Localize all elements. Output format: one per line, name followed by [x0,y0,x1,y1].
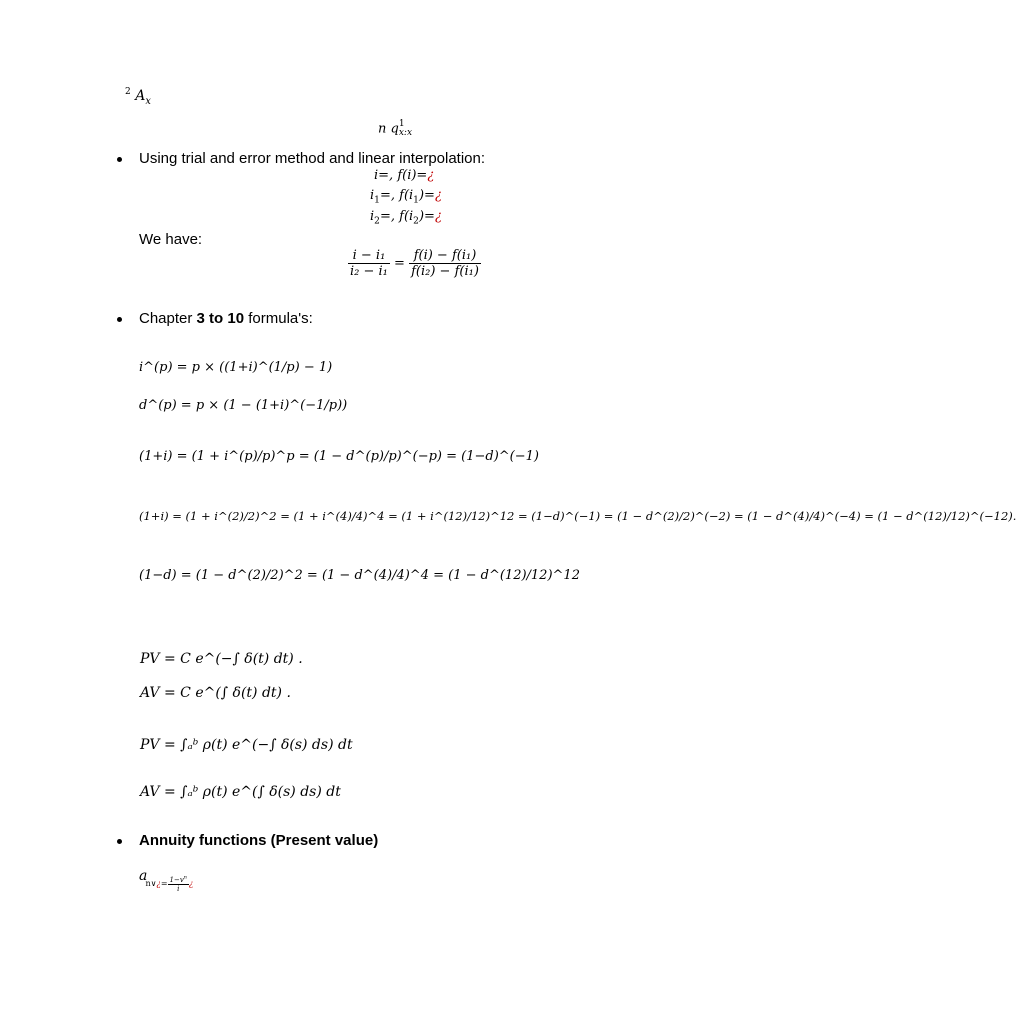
interpolation-formula: $\frac{\text{i − i₁}}{\text{i₂ − i₁}}$ = $\frac{\text{f(i) − f(i₁)}}{\text{f(i₂) − f(i₁)}}$ [350,248,479,279]
formula-d-p: d^(p) = p × (1 − (1+i)^(−1/p)) [139,398,348,413]
equation-i2: $i_2=$, $f(i_2)=¿$ [370,209,442,227]
section-heading-chapter: Chapter 3 to 10 formula's: [139,310,313,327]
equation-i1: $i_1=$, $f(i_1)=¿$ [370,188,442,206]
formula-pv-integral: PV = ∫ₐᵇ ρ(t) e^(−∫ δ(s) ds) dt [140,737,353,753]
actuarial-symbol-a: $^2$ $A_x$ [125,87,151,107]
annuity-formula: a $_{n\vee¿= \frac{1-v^n}{i} ¿}$ [139,868,194,893]
we-have-label: We have: [139,231,203,248]
formula-i-p: i^(p) = p × ((1+i)^(1/p) − 1) [139,360,333,375]
formula-av-integral: AV = ∫ₐᵇ ρ(t) e^(∫ δ(s) ds) dt [140,784,341,800]
section-heading-annuity: Annuity functions (Present value) [139,832,379,849]
formula-pv-continuous: PV = C e^(−∫ δ(t) dt) . [140,651,303,667]
actuarial-symbol-q: n q 1 x:x [378,119,413,138]
formula-av-continuous: AV = C e^(∫ δ(t) dt) . [140,685,291,701]
equation-i: i=, f(i)=¿ [374,168,435,183]
section-heading-interpolation: Using trial and error method and linear interpolation: [139,150,486,167]
bullet [117,317,122,322]
formula-discount: (1−d) = (1 − d^(2)/2)^2 = (1 − d^(4)/4)^4 = (1 − d^(12)/12)^12 [139,568,580,583]
formula-equivalence-expanded: (1+i) = (1 + i^(2)/2)^2 = (1 + i^(4)/4)^4 = (1 + i^(12)/12)^12 = (1−d)^(−1) = (1 − d^(2)/2)^(−2) = (1 − d^(4)/4)^(−4) = (1 − d^(12)/12)^(−12). [139,509,1016,523]
bullet [117,157,122,162]
formula-equivalence: (1+i) = (1 + i^(p)/p)^p = (1 − d^(p)/p)^(−p) = (1−d)^(−1) [139,449,539,464]
bullet [117,839,122,844]
